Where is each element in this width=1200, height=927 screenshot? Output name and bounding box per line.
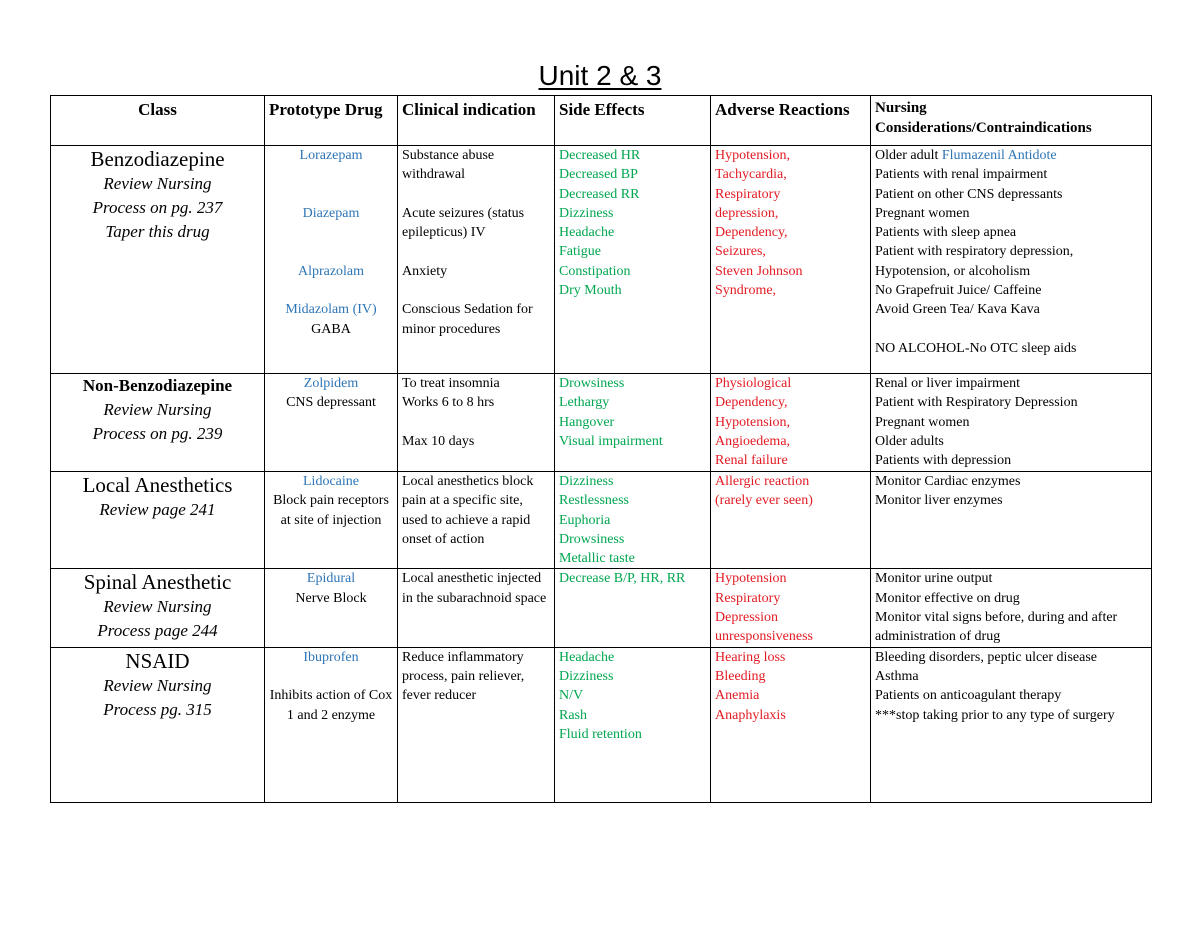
nursing-cell (871, 569, 1152, 647)
adverse-reaction: Depression (715, 610, 778, 626)
side-effects-cell (555, 647, 711, 802)
class-note: Process on pg. 239 (92, 424, 223, 443)
header-clinical-indication: Clinical indication (398, 96, 555, 146)
side-effect: Decrease B/P, HR, RR (559, 571, 686, 587)
adverse-cell (711, 472, 871, 569)
side-effect: Lethargy (559, 395, 610, 411)
drug-cell (265, 146, 398, 374)
side-effect: Metallic taste (559, 551, 635, 567)
adverse-reaction: Respiratory (715, 186, 781, 202)
adverse-reaction: Physiological (715, 376, 792, 391)
class-name: NSAID (125, 648, 190, 673)
adverse-reaction: Bleeding (715, 668, 766, 684)
side-effect: Decreased BP (559, 167, 638, 183)
side-effect: Hangover (559, 414, 615, 430)
drug-name: Lorazepam (299, 148, 363, 163)
nursing-item: Patients on anticoagulant therapy (875, 688, 1062, 704)
class-note: Process on pg. 237 (92, 198, 223, 217)
clinical-item: Conscious Sedation for minor procedures (402, 302, 533, 337)
header-prototype-drug: Prototype Drug (265, 96, 398, 146)
drug-cell (265, 647, 398, 802)
table-row (51, 146, 1152, 374)
class-name: Spinal Anesthetic (83, 570, 232, 595)
class-note: Process page 244 (97, 621, 218, 641)
class-note: Review Nursing (103, 675, 212, 695)
table-row (51, 569, 1152, 647)
class-note: Taper this drug (105, 222, 210, 241)
nursing-item: Older adults (875, 433, 944, 449)
adverse-reaction: Tachycardia, (715, 167, 787, 183)
clinical-cell (398, 569, 555, 647)
clinical-cell (398, 472, 555, 569)
drug-name: Diazepam (302, 205, 360, 221)
nursing-item: Patient with Respiratory Depression (875, 395, 1078, 411)
drug-name: Midazolam (IV) (285, 302, 377, 318)
drug-cell (265, 374, 398, 472)
adverse-reaction: Hypotension, (715, 414, 791, 430)
drug-note: Nerve Block (295, 590, 367, 606)
adverse-reaction: Anemia (715, 688, 760, 704)
table-row (51, 647, 1152, 802)
drug-table (50, 95, 1152, 803)
nursing-item: Pregnant women (875, 414, 970, 430)
class-name: Benzodiazepine (90, 147, 225, 171)
side-effect: Rash (559, 707, 587, 723)
adverse-cell (711, 374, 871, 472)
nursing-item: Patient with respiratory depression, Hypotension, or alcoholism (875, 244, 1074, 279)
side-effect: Drowsiness (559, 376, 625, 391)
clinical-item: Reduce inflammatory process, pain reliever, fever reducer (402, 649, 525, 704)
adverse-reaction: Hearing loss (715, 649, 786, 665)
clinical-cell (398, 146, 555, 374)
side-effect: Dizziness (559, 205, 614, 221)
side-effect: Dizziness (559, 668, 614, 684)
adverse-reaction: Steven Johnson (715, 263, 803, 279)
header-adverse-reactions: Adverse Reactions (711, 96, 871, 146)
side-effects-cell (555, 472, 711, 569)
table-row (51, 472, 1152, 569)
adverse-reaction: Syndrome, (715, 283, 777, 299)
nursing-item: NO ALCOHOL-No OTC sleep aids (875, 340, 1077, 356)
clinical-item: Max 10 days (402, 433, 475, 449)
class-note: Review Nursing (103, 174, 212, 193)
side-effect: Decreased HR (559, 148, 641, 163)
drug-name: Ibuprofen (303, 649, 359, 665)
drug-cell (265, 569, 398, 647)
side-effect: Fluid retention (559, 726, 642, 742)
side-effect: Decreased RR (559, 186, 640, 202)
nursing-cell (871, 146, 1152, 374)
side-effects-cell (555, 146, 711, 374)
nursing-item: Monitor Cardiac enzymes (875, 474, 1021, 489)
adverse-reaction: Angioedema, (715, 433, 791, 449)
table-row (51, 374, 1152, 472)
side-effect: Dizziness (559, 474, 614, 489)
drug-name: Alprazolam (297, 263, 365, 279)
side-effect: Fatigue (559, 244, 601, 260)
side-effect: Drowsiness (559, 531, 625, 547)
side-effect: Headache (559, 649, 615, 665)
adverse-reaction: Renal failure (715, 453, 788, 469)
adverse-reaction: Hypotension (715, 571, 787, 587)
nursing-item: Bleeding disorders, peptic ulcer disease (875, 649, 1097, 665)
side-effect: Restlessness (559, 493, 629, 509)
clinical-item: Acute seizures (status epilepticus) IV (402, 205, 525, 241)
clinical-item: Substance abuse withdrawal (402, 148, 495, 183)
nursing-item: Monitor urine output (875, 571, 993, 587)
nursing-item: Patients with depression (875, 453, 1012, 469)
drug-note: GABA (311, 321, 351, 337)
drug-name: Epidural (306, 571, 356, 587)
adverse-reaction: unresponsiveness (715, 629, 813, 645)
adverse-reaction: Dependency, (715, 395, 788, 411)
header-row (51, 96, 1152, 146)
clinical-item: To treat insomnia (402, 376, 500, 391)
nursing-item: Pregnant women (875, 205, 970, 221)
adverse-reaction: Hypotension, (715, 148, 791, 163)
nursing-item: No Grapefruit Juice/ Caffeine (875, 283, 1042, 299)
header-nursing-considerations: Nursing Considerations/Contraindications (871, 96, 1152, 146)
nursing-item: Patient on other CNS depressants (875, 186, 1063, 202)
class-note: Review Nursing (103, 597, 212, 617)
adverse-reaction: Dependency, (715, 225, 788, 241)
adverse-reaction: Anaphylaxis (715, 707, 786, 723)
adverse-reaction: depression, (715, 205, 779, 221)
class-note: Review Nursing (103, 400, 212, 419)
side-effect: Visual impairment (559, 433, 663, 449)
clinical-cell (398, 647, 555, 802)
drug-note: Inhibits action of Cox 1 and 2 enzyme (269, 688, 393, 723)
nursing-item: Monitor effective on drug (875, 590, 1020, 606)
nursing-cell (871, 647, 1152, 802)
clinical-item: Works 6 to 8 hrs (402, 395, 495, 411)
nursing-cell (871, 374, 1152, 472)
side-effect: N/V (559, 688, 584, 704)
class-name: Non-Benzodiazepine (82, 376, 233, 395)
side-effect: Dry Mouth (559, 283, 622, 299)
class-name: Local Anesthetics (82, 473, 233, 497)
class-note: Review page 241 (99, 500, 216, 519)
nursing-item: Monitor vital signs before, during and after administration of drug (875, 610, 1118, 645)
class-cell (51, 647, 265, 802)
adverse-reaction: Respiratory (715, 590, 781, 606)
nursing-item-text: Older adult (875, 148, 939, 163)
class-cell (51, 569, 265, 647)
clinical-cell (398, 374, 555, 472)
adverse-reaction: Seizures, (715, 244, 766, 260)
nursing-item: Avoid Green Tea/ Kava Kava (875, 302, 1040, 318)
side-effect: Constipation (559, 263, 631, 279)
class-cell (51, 472, 265, 569)
adverse-cell (711, 569, 871, 647)
side-effects-cell (555, 374, 711, 472)
nursing-item: Patients with renal impairment (875, 167, 1048, 183)
adverse-reaction: Allergic reaction (715, 474, 810, 489)
side-effect: Headache (559, 225, 615, 241)
nursing-item: Renal or liver impairment (875, 376, 1021, 391)
class-cell (51, 374, 265, 472)
nursing-item: Patients with sleep apnea (875, 225, 1017, 241)
document-title: Unit 2 & 3 (538, 60, 662, 91)
antidote-note: Flumazenil Antidote (941, 148, 1057, 163)
drug-note: Block pain receptors at site of injection (273, 493, 389, 528)
header-side-effects: Side Effects (555, 96, 711, 146)
side-effect: Euphoria (559, 512, 611, 528)
clinical-item: Anxiety (402, 263, 448, 279)
nursing-item: Asthma (875, 668, 919, 684)
adverse-reaction: (rarely ever seen) (715, 493, 813, 509)
clinical-item: Local anesthetics block pain at a specific site, used to achieve a rapid onset of action (402, 474, 534, 547)
nursing-item: ***stop taking prior to any type of surgery (875, 707, 1115, 723)
adverse-cell (711, 146, 871, 374)
adverse-cell (711, 647, 871, 802)
side-effects-cell (555, 569, 711, 647)
header-class: Class (51, 96, 265, 146)
drug-note: CNS depressant (286, 395, 376, 411)
nursing-cell (871, 472, 1152, 569)
clinical-item: Local anesthetic injected in the subarachnoid space (402, 571, 547, 606)
drug-cell (265, 472, 398, 569)
drug-name: Lidocaine (303, 474, 359, 489)
drug-name: Zolpidem (303, 376, 359, 391)
nursing-item: Monitor liver enzymes (875, 493, 1003, 509)
class-note: Process pg. 315 (103, 699, 212, 719)
class-cell (51, 146, 265, 374)
nursing-item (875, 146, 1147, 165)
